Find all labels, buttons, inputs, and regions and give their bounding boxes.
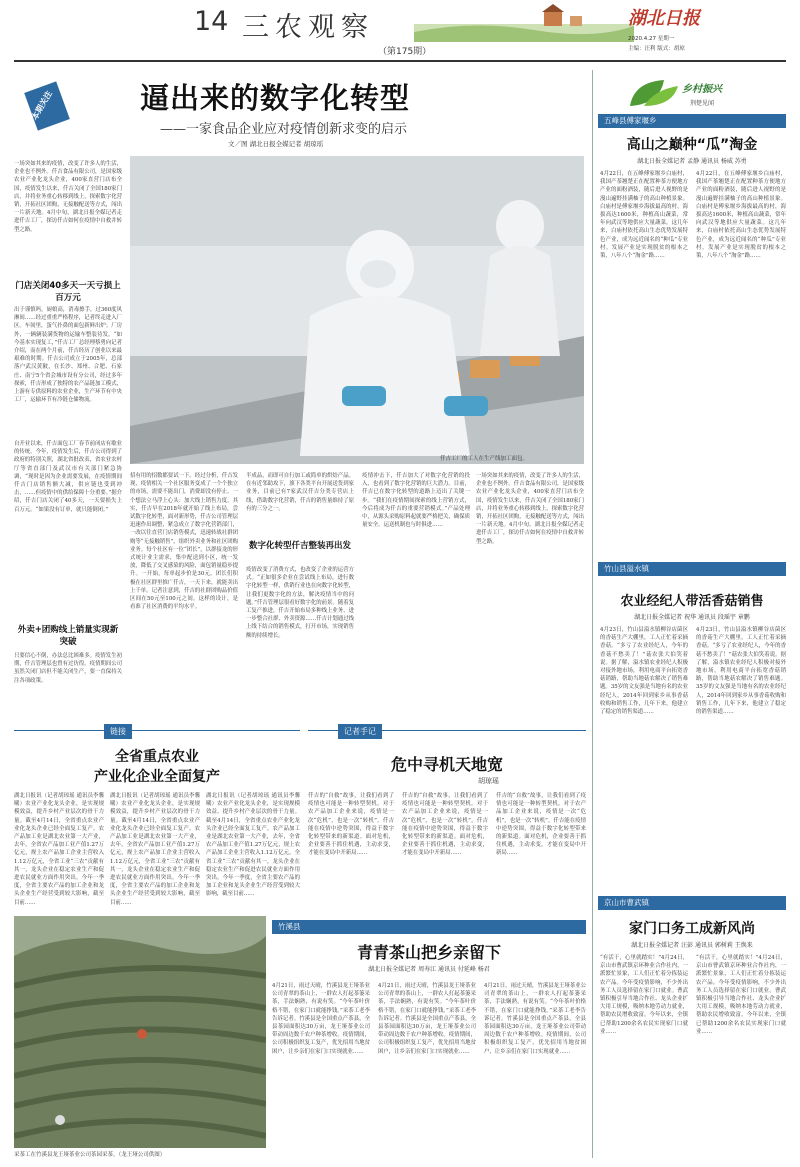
- section-title: 三农观察: [242, 12, 374, 43]
- story1-body-col1: 4月22日，在五峰傅家堰乡白庙村，我国产茶翘楚正在配置种茶方便地方产业的面粉酒装，随后进人视野的是漫山遍野挂满柚子的高山种植景象。白庙村是傅家堰乡海拔最高的村，海拔高达1600米，种植高山蔬菜，常年向武汉等地供应大量蔬菜。这几年来，白庙村依托高山生态优势发展特色产业，成为远近闻名的“种瓜”专业村。发展产业是实现脱贫的根本之策，八年八个“淘金”路……: [600, 171, 688, 260]
- story3-body-col2: “有活干，心里就踏实！”4月24日，京山市曹武镇京环种业合作社内，一派繁忙景象，工人们正忙着分拣装运农产品。今年受疫情影响，不少外出务工人员选择留在家门口就业。曹武镇积极引导当地合作社、龙头企业扩大用工规模，吸纳本地劳动力就业，帮助农民增收致富。今年以来，全镇已帮助1200余名农民实现家门口就业……: [696, 955, 786, 1035]
- page-number: 14: [194, 6, 229, 37]
- lead-photo: [130, 156, 584, 464]
- bottom-title: 青青茶山把乡亲留下: [356, 943, 501, 962]
- story1-kicker: 五峰县傅家堰乡: [598, 114, 786, 128]
- lead-intro: 一场突如其来的疫情，改变了许多人的生活，企业也不例外。仟吉食品有限公司，是国家级农业产业化龙头企业，400家直营门店布全国，疫情发生以来，仟吉关闭了全国180家门店，并将业务重心转移到线上，探索数字化营销，开拓社区团购，无接触配送等方式，闯出一片新天地。4月中旬，湖北日报全媒记者走进仟吉工厂，探访仟吉如何在疫情中自救并转型之路。: [14, 161, 122, 233]
- tea-photo: [14, 916, 266, 1148]
- link-title-2: 产业化企业全面复产: [94, 769, 220, 785]
- story2-body-col1: 4月23日，竹山县溢水镇柳谷店菌区的香菇生产大棚里，工人正忙着采摘香菇。“多亏了农业经纪人，今年的香菇不愁卖了！”菇农张大伯笑着说。据了解，溢水镇农业经纪人积极对接外地市场，利用电商平台拓宽香菇销路，帮助当地菇农解决了销售难题。35岁的文友强是当地有名的农业经纪人，2014年回到家乡从事香菇收购和销售工作，几年下来，他建立了稳定的销售渠道……: [600, 627, 688, 716]
- story2-body-col2: 4月23日，竹山县溢水镇柳谷店菌区的香菇生产大棚里，工人正忙着采摘香菇。“多亏了农业经纪人，今年的香菇不愁卖了！”菇农张大伯笑着说。据了解，溢水镇农业经纪人积极对接外地市场，利用电商平台拓宽香菇销路，帮助当地菇农解决了销售难题。35岁的文友强是当地有名的农业经纪人，2014年回到家乡从事香菇收购和销售工作，几年下来，他建立了稳定的销售渠道……: [696, 627, 786, 716]
- lead-para-3: 只要信心不倒，办法总比困难多。疫情发生初期，仟吉管理层也曾有过彷徨。疫情期间公司虽然关闭门店但不能关闭生产，要一直保持关注各项政策。: [14, 653, 122, 684]
- paper-logo: 湖北日报: [628, 8, 700, 29]
- lead-column-c1: 半成品，而即可自行加工或简单的烘焙产品。在有近邻助攻下，旗下各类平台开展送货到家业务，目前已有7家武汉仟吉分类专营店上线，借助数字化营销，仟吉的销售量维持了原有的三分之一。: [246, 473, 354, 512]
- link-box: [14, 722, 300, 912]
- lead-column-c2: 疫情改变了消费方式，也改变了企业的运营方式。“正如很多企业在尝试线上布局，进行数字化转型一样，供销行业也在向数字化转型，让我们更数字化的方法，解决疫情当中的问题。”仟吉管理层很看好数字化的前景。随着复工复产推进，仟吉开始布局多种线上业务，进一步整合社群、外卖资源……仟吉计划通过线上线下结合的销售模式，打开市场，实现销售额的持续增长。: [246, 567, 354, 639]
- link-body-col1: 湖北日报讯（记者胡琼瑶 通讯员李馨曦）农业产业化龙头企业，是实现规模效益，提升乡村产业层次的骨干力量。截至4月14日，全省重点农业产业化龙头企业已经全面复工复产。农产品加工业是湖北农业第一大产业，去年，全省农产品加工业产值1.27万亿元，规上农产品加工企业主营收入1.12万亿元，全省工业“三农”贡献有其一，龙头企业在稳定农业生产和促进农民就业方面作用突出。今年一季度，全省主要农产品的加工企业和龙头企业生产经营受到较大影响，截至目前……: [14, 793, 104, 906]
- editors-line: 主编：汪利 版式：胡琼: [628, 46, 685, 52]
- fields-illustration: [394, 2, 634, 42]
- notes-author: 胡琼瑶: [478, 777, 499, 785]
- date-line: 2020.4.27 星期一: [628, 36, 675, 42]
- lead-title: 逼出来的数字化转型: [140, 81, 411, 115]
- link-title-1: 全省重点农业: [115, 749, 199, 765]
- lead-subhead-1: 门店关闭40多天一天亏损上百万元: [15, 281, 121, 303]
- notes-body-col1: 仟吉的“自救”故事，让我们看到了疫情也可能是一种转型契机。对于农产品加工企业来说，疫情是一次“危机”，也是一次“转机”。仟吉能在疫情中逆势突围，得益于数字化转型带来的新渠道。面对危机，企业要善于抓住机遇，主动求变，才能在变局中开新局……: [308, 793, 394, 857]
- rural-badge-sublabel: 荆楚见闻: [690, 100, 715, 107]
- notes-box: [308, 722, 586, 912]
- leaf-icon: [624, 76, 684, 110]
- story2-kicker: 竹山县溢水镇: [598, 562, 786, 576]
- story3-title: 家门口务工成新风尚: [629, 921, 755, 937]
- lead-tag-label: 本期关注: [30, 89, 54, 122]
- bakery-worker-photo: [130, 156, 584, 464]
- story3-kicker: 京山市曹武镇: [598, 896, 786, 910]
- lead-column-e: 一场突如其来的疫情，改变了许多人的生活，企业也不例外。仟吉食品有限公司，是国家级农业产业化龙头企业，400家直营门店布全国，疫情发生以来，仟吉关闭了全国180家门店，并将业务重心转移到线上，探索数字化营销，开拓社区团购，无接触配送等方式，闯出一片新天地。4月中旬，湖北日报全媒记者走进仟吉工厂，探访仟吉如何在疫情中自救并转型之路。: [476, 473, 584, 545]
- story1-title: 高山之巅种“瓜”淘金: [626, 137, 758, 153]
- link-tag: 链接: [104, 724, 132, 739]
- lead-column-b: 招有用的招数都要试一下。经过分析，仟吉发现，疫情相关一个社区服务变成了一个个独立的市场，需要不能出门，消费却没有停止。一个想法立马浮上心头：加大线上销售力度。其实，仟吉早在2018年就开始了线上布局，尝试数字化转型，面对新形势，仟吉公司管理层迅速作出调整，紧急成立了数字化营销部门，一改以往直营门店销售模式，迅速转战社群团购等“无接触销售”，组织外卖业务和社区团购业务。每个社区有一位“团长”，以群接龙的形式统计业主需求，集中配送到小区，统一发放，降低了交叉感染的风险，面包销量稳步提升。一开始，每单起步价是30元，团长们积极在社区群里推广仟吉，一天下来，就能卖出上千单。记者注意到，仟吉的社群团购品价值区间在50元至100元之间。这样的设计，是看准了社区消费的平均水平。: [130, 473, 238, 611]
- issue-number: （第175期）: [378, 47, 432, 57]
- story2-byline: 湖北日报全媒记者 祝华 通讯员 段瑶宇 章鹏: [634, 614, 750, 621]
- bottom-body-col2: 4月21日，雨过天晴，竹溪县龙王垭茶业公司青翠的茶山上，一群农人打起茶篓采茶，手法娴熟，有说有笑。“今年茶叶价格不错，在家门口就能挣钱。”采茶工老李告诉记者。竹溪县是全国重点产茶县，全县茶园面积达30万亩，龙王垭茶业公司带动周边数千农户种茶增收。疫情期间，公司积极组织复工复产，优先招用当地贫困户，让乡亲们在家门口实现就业……: [378, 983, 476, 1055]
- bottom-kicker: 竹溪县: [272, 920, 586, 934]
- masthead-banner: [394, 2, 634, 42]
- lead-para-2: 自开业以来，仟吉面包工厂春节前闭店有歇业的传统。今年，疫情发生后，仟吉公司得到了政府的特别关照，湖北省批改表，省农业农村厅等省直部门及武汉市有关部门紧急协调，“现时是因为企业需要发展，在疫情期间仟吉门店销售额大减，供应链也受到冲击，……但疫情中的供给保障十分重要。”据介绍，仟吉门店关闭了40多天，一天要损失上百万元。“如果没有订单，就只能倒闭。”: [14, 440, 122, 620]
- notes-body-col2: 仟吉的“自救”故事，让我们看到了疫情也可能是一种转型契机。对于农产品加工企业来说，疫情是一次“危机”，也是一次“转机”。仟吉能在疫情中逆势突围，得益于数字化转型带来的新渠道。面对危机，企业要善于抓住机遇，主动求变，才能在变局中开新局……: [402, 793, 488, 857]
- bottom-body-col1: 4月21日，雨过天晴，竹溪县龙王垭茶业公司青翠的茶山上，一群农人打起茶篓采茶，手法娴熟，有说有笑。“今年茶叶价格不错，在家门口就能挣钱。”采茶工老李告诉记者。竹溪县是全国重点产茶县，全县茶园面积达30万亩，龙王垭茶业公司带动周边数千农户种茶增收。疫情期间，公司积极组织复工复产，优先招用当地贫困户，让乡亲们在家门口实现就业……: [272, 983, 370, 1055]
- link-body-col2: 湖北日报讯（记者胡琼瑶 通讯员李馨曦）农业产业化龙头企业，是实现规模效益，提升乡村产业层次的骨干力量。截至4月14日，全省重点农业产业化龙头企业已经全面复工复产。农产品加工业是湖北农业第一大产业，去年，全省农产品加工业产值1.27万亿元，规上农产品加工企业主营收入1.12万亿元，全省工业“三农”贡献有其一，龙头企业在稳定农业生产和促进农民就业方面作用突出。今年一季度，全省主要农产品的加工企业和龙头企业生产经营受到较大影响，截至目前……: [110, 793, 200, 906]
- rural-badge: [600, 76, 786, 110]
- link-box-rule: [14, 730, 300, 731]
- story1-byline: 湖北日报全媒记者 孟静 通讯员 杨威 苏勇: [637, 158, 747, 165]
- story2-title: 农业经纪人带活香菇销售: [620, 594, 764, 609]
- tea-field-photo: [14, 916, 266, 1148]
- lead-subtitle: ——一家食品企业应对疫情创新求变的启示: [160, 122, 408, 137]
- notes-body-col3: 仟吉的“自救”故事，让我们看到了疫情也可能是一种转型契机。对于农产品加工企业来说，疫情是一次“危机”，也是一次“转机”。仟吉能在疫情中逆势突围，得益于数字化转型带来的新渠道。面对危机，企业要善于抓住机遇，主动求变，才能在变局中开新局……: [496, 793, 586, 857]
- link-body-col3: 湖北日报讯（记者胡琼瑶 通讯员李馨曦）农业产业化龙头企业，是实现规模效益，提升乡村产业层次的骨干力量。截至4月14日，全省重点农业产业化龙头企业已经全面复工复产。农产品加工业是湖北农业第一大产业，去年，全省农产品加工业产值1.27万亿元，规上农产品加工企业主营收入1.12万亿元，全省工业“三农”贡献有其一，龙头企业在稳定农业生产和促进农民就业方面作用突出。今年一季度，全省主要农产品的加工企业和龙头企业生产经营受到较大影响，截至目前……: [206, 793, 300, 898]
- notes-tag: 记者手记: [338, 724, 382, 739]
- sidebar-divider: [592, 70, 593, 1158]
- lead-subhead-2: 外卖+团购线上销量实现新突破: [14, 624, 122, 648]
- tea-photo-caption: 采茶工在竹溪县龙王垭茶业公司茶园采茶。（龙王垭公司供图）: [14, 1152, 166, 1158]
- story1-body-col2: 4月22日，在五峰傅家堰乡白庙村，我国产茶翘楚正在配置种茶方便地方产业的面粉酒装，随后进人视野的是漫山遍野挂满柚子的高山种植景象。白庙村是傅家堰乡海拔最高的村，海拔高达1600米，种植高山蔬菜，常年向武汉等地供应大量蔬菜。这几年来，白庙村依托高山生态优势发展特色产业，成为远近闻名的“种瓜”专业村。发展产业是实现脱贫的根本之策，八年八个“淘金”路……: [696, 171, 786, 260]
- lead-para-1: 出于谨慎吗，厨娘高，消毒擦手，过360度风淋间……经过重重严格程序，记者终走进入厂区。车间里，蛋气扑鼻的面包新鲜出炉；厂房外，一辆辆装满货物的运输车整装待发。“如今基本实现复工，”仟吉工厂总经理蔡勇向记者介绍，而在两个月前，仟吉经历了创业以来最艰难的时期。仟吉公司成立于2005年，总部落户武汉黄陂，在长沙、郑州、合肥、石家庄、南宁5个省会城市设有分公司，经过多年探索，仟吉形成了独特的农产品链加工模式，上游有专供原料的农业企业，生产环节有中央工厂，运输环节有冷链仓储物流。: [14, 307, 122, 404]
- lead-photo-caption: 仟吉工厂的工人在生产线加工面包。: [440, 456, 529, 462]
- bottom-byline: 湖北日报全媒记者 周寿江 通讯员 付延峰 杨君: [368, 966, 490, 973]
- notes-title: 危中寻机天地宽: [390, 755, 503, 774]
- masthead: [14, 0, 786, 68]
- lead-column-d: 疫情冲击下，仟吉加大了对数字化营销的投入，也看到了数字化营销的巨大潜力。目前，仟吉已在数字化转型的道路上迈出了关键一步。“我们在疫情期间探索的线上营销方式，今后将成为仟吉的重要营销模式。”产品处理中，从源头采购原料起就要严格把关，确保质量安全。运送机制也与时俱进……: [362, 473, 470, 529]
- story3-byline: 湖北日报全媒记者 汪彭 通讯员 郭树莉 王焕来: [631, 942, 753, 949]
- masthead-rule: [14, 60, 786, 62]
- bottom-body-col3: 4月21日，雨过天晴，竹溪县龙王垭茶业公司青翠的茶山上，一群农人打起茶篓采茶，手法娴熟，有说有笑。“今年茶叶价格不错，在家门口就能挣钱。”采茶工老李告诉记者。竹溪县是全国重点产茶县，全县茶园面积达30万亩，龙王垭茶业公司带动周边数千农户种茶增收。疫情期间，公司积极组织复工复产，优先招用当地贫困户，让乡亲们在家门口实现就业……: [484, 983, 586, 1055]
- lead-byline: 文／图 湖北日报全媒记者 胡琼瑶: [228, 140, 324, 148]
- story3-body-col1: “有活干，心里就踏实！”4月24日，京山市曹武镇京环种业合作社内，一派繁忙景象，工人们正忙着分拣装运农产品。今年受疫情影响，不少外出务工人员选择留在家门口就业。曹武镇积极引导当地合作社、龙头企业扩大用工规模，吸纳本地劳动力就业，帮助农民增收致富。今年以来，全镇已帮助1200余名农民实现家门口就业……: [600, 955, 688, 1035]
- rural-badge-label: 乡村振兴: [682, 84, 722, 95]
- lead-subhead-3: 数字化转型仟吉整装再出发: [248, 541, 351, 551]
